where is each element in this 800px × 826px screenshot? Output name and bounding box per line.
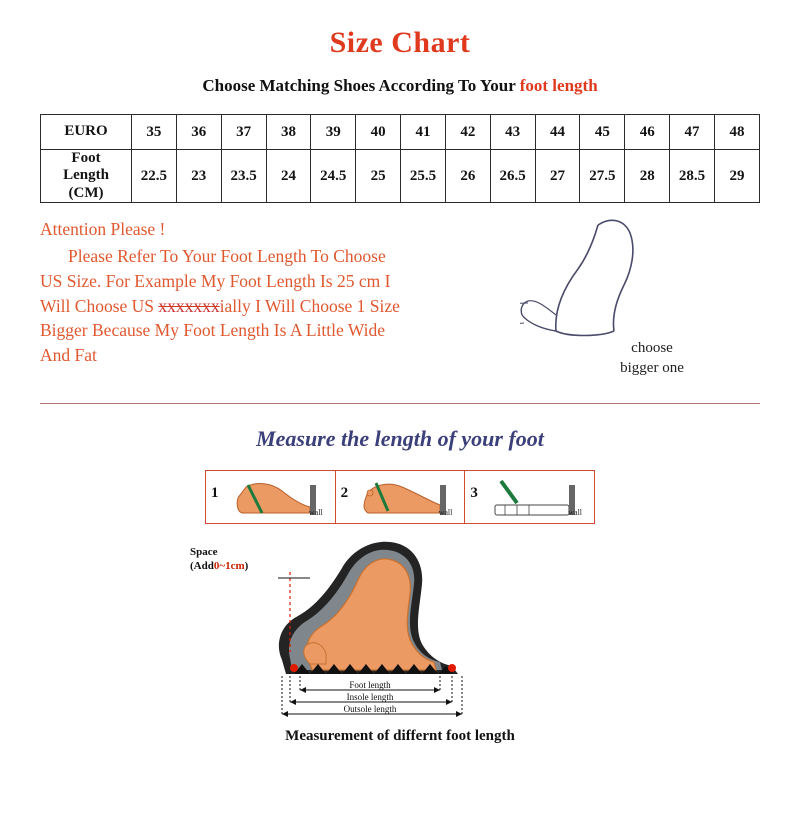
attention-line-3b: ially I Will Choose 1 Size — [219, 295, 400, 316]
step-number: 2 — [340, 485, 349, 501]
measure-steps — [205, 470, 595, 524]
measure-step-2 — [336, 471, 466, 523]
table-cell: 22.5 — [132, 150, 177, 203]
size-chart-page — [0, 26, 800, 826]
table-row-euro — [41, 115, 760, 150]
row-header-line2: Length — [63, 167, 109, 184]
step-wall-label: wall — [438, 508, 453, 517]
foot-outline-sketch — [520, 211, 740, 351]
page-title: Size Chart — [329, 26, 471, 59]
page-subtitle — [0, 76, 800, 96]
table-cell: 29 — [714, 150, 759, 203]
table-cell: 35 — [132, 115, 177, 150]
step-number: 3 — [470, 485, 478, 501]
table-cell: 23.5 — [221, 150, 266, 203]
table-cell: 37 — [221, 115, 266, 150]
space-label — [190, 546, 248, 574]
row-header-line1: Foot — [71, 150, 101, 167]
measure-step-3 — [465, 471, 594, 523]
choose-bigger-caption — [572, 339, 732, 378]
attention-text — [40, 217, 510, 368]
space-value: 0~1cm — [213, 559, 245, 572]
table-cell: 45 — [580, 115, 625, 150]
table-cell: 48 — [714, 115, 759, 150]
row-header-line3: (CM) — [68, 184, 104, 201]
attention-line-3a: Will Choose US — [40, 295, 159, 316]
table-cell: 41 — [401, 115, 446, 150]
table-cell: 43 — [490, 115, 535, 150]
dimension-label-insole-length: Insole length — [346, 692, 394, 702]
attention-line-4: Bigger Because My Foot Length Is A Little Wide — [40, 320, 386, 341]
section-divider — [40, 403, 760, 404]
attention-body — [40, 244, 510, 368]
dimension-label-foot-length: Foot length — [349, 680, 391, 690]
space-label-line1: Space — [190, 546, 218, 558]
dimension-label-outsole-length: Outsole length — [343, 704, 397, 714]
table-cell: 28.5 — [670, 150, 715, 203]
subtitle-highlight: foot length — [519, 76, 598, 95]
choose-caption-line2: bigger one — [620, 359, 684, 376]
table-cell: 44 — [535, 115, 580, 150]
row-header-euro: EURO — [41, 115, 132, 150]
attention-line-5: And Fat — [40, 345, 97, 366]
subtitle-text: Choose Matching Shoes According To Your — [202, 76, 520, 95]
choose-caption-line1: choose — [631, 340, 673, 356]
diagram-caption: Measurement of differnt foot length — [285, 728, 515, 744]
table-cell: 24.5 — [311, 150, 356, 203]
space-prefix: (Add — [190, 559, 214, 572]
measure-step-1 — [206, 471, 336, 523]
attention-block — [40, 217, 760, 397]
table-cell: 26 — [445, 150, 490, 203]
attention-line-2: US Size. For Example My Foot Length Is 25 cm I — [40, 270, 391, 291]
table-cell: 46 — [625, 115, 670, 150]
table-cell: 36 — [176, 115, 221, 150]
measure-section-title: Measure the length of your foot — [256, 426, 544, 451]
step-wall-label: wall — [568, 508, 583, 517]
table-cell: 40 — [356, 115, 401, 150]
table-cell: 38 — [266, 115, 311, 150]
table-cell: 42 — [445, 115, 490, 150]
foot-measurement-diagram — [190, 532, 610, 722]
table-cell: 39 — [311, 115, 356, 150]
step-number: 1 — [211, 485, 219, 501]
step-wall-label: wall — [308, 508, 323, 517]
space-label-line2 — [190, 560, 248, 574]
table-cell: 26.5 — [490, 150, 535, 203]
table-cell: 28 — [625, 150, 670, 203]
attention-line-1: Please Refer To Your Foot Length To Choose — [68, 245, 386, 266]
table-cell: 47 — [670, 115, 715, 150]
space-suffix: ) — [244, 559, 249, 572]
table-cell: 25.5 — [401, 150, 446, 203]
table-cell: 25 — [356, 150, 401, 203]
size-table-wrapper — [40, 114, 760, 203]
table-row-foot-length — [41, 150, 760, 203]
table-cell: 23 — [176, 150, 221, 203]
size-table — [40, 114, 760, 203]
row-header-foot-length — [41, 150, 132, 203]
attention-strikethrough: xxxxxxx — [158, 295, 220, 316]
table-cell: 24 — [266, 150, 311, 203]
table-cell: 27.5 — [580, 150, 625, 203]
table-cell: 27 — [535, 150, 580, 203]
attention-heading: Attention Please ! — [40, 219, 166, 239]
